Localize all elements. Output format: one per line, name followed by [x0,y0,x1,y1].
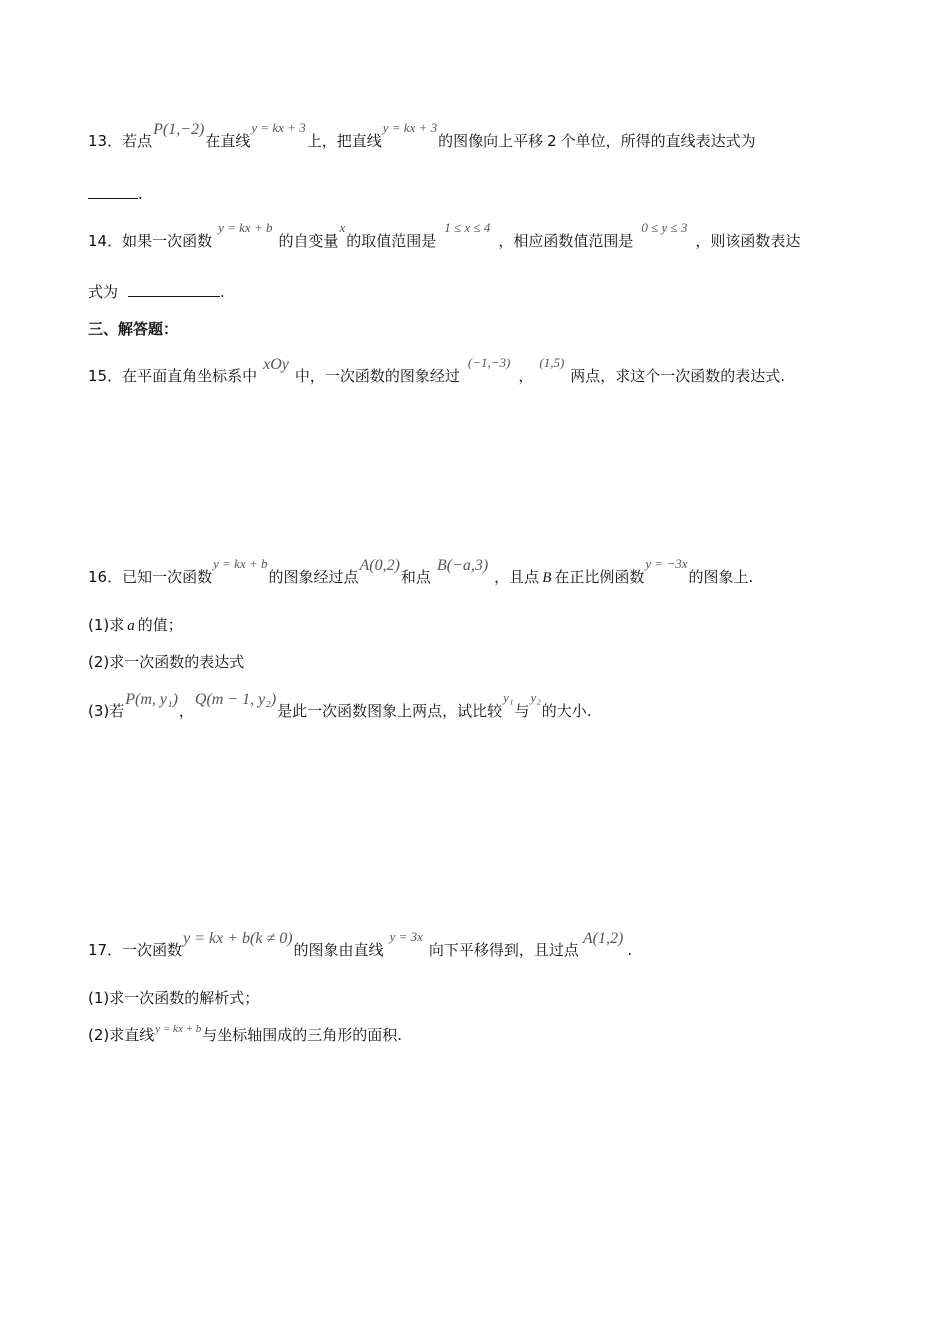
q15-text: 中，一次函数的图象经过 [294,367,460,385]
q13-shift-amount: 2 [547,132,557,150]
q16-text: 和点 [400,568,431,586]
q17-line-1 [88,929,633,962]
q16-part-1-text: 的值； [137,616,183,634]
q14-math-variable: x [339,220,346,235]
q13-math-line: y = kx + 3 [251,120,306,135]
q17-text: 向下平移得到，且过点 [428,941,579,959]
q17-part-1: (1)求一次函数的解析式； [88,989,260,1007]
q16-math-point-b: B(−a,3) [436,557,489,574]
q16-math-point-p: P(m, y₁) [125,691,178,708]
q16-math-point-q: Q(m − 1, y₂) [194,691,277,708]
q14-math-domain: 1 ≤ x ≤ 4 [444,220,491,235]
q13-text: 的图像向上平移 [438,132,544,150]
q15-text: 两点，求这个一次函数的表达式. [570,367,786,385]
q16-part-3-text: 的大小. [541,702,592,720]
q17-text: 的图象由直线 [293,941,384,959]
q13-text: 若点 [122,132,153,150]
q16-part-2: (2)求一次函数的表达式 [88,653,245,671]
q13-number: 13． [88,132,123,150]
q16-text: 已知一次函数 [122,568,213,586]
q14-text: 式为 [88,283,119,301]
q16-part-1-text: (1)求 [88,616,125,634]
q17-part-2-text: 与坐标轴围成的三角形的面积. [202,1026,403,1044]
q13-math-point: P(1,−2) [153,121,205,138]
q14-line-1 [88,220,801,253]
q14-text: ，则该函数表达 [695,232,801,250]
q14-text: 的自变量 [278,232,339,250]
q15-line [88,355,786,388]
answer-blank[interactable] [88,184,138,199]
q13-line-2 [88,183,143,205]
q16-point-b-label: B [542,570,552,586]
q16-math-point-a: A(0,2) [359,557,400,574]
q14-period: . [220,283,225,301]
answer-blank[interactable] [128,282,220,297]
q16-math-proportional: y = −3x [645,556,688,571]
q15-math-point-1: (−1,−3) [467,355,511,370]
q16-math-function: y = kx + b [213,556,268,571]
q16-number: 16． [88,568,123,586]
q16-text: 的图象经过点 [268,568,359,586]
q17-text: 一次函数 [122,941,183,959]
q15-math-point-2: (1,5) [539,355,565,370]
q14-text: 如果一次函数 [122,232,213,250]
q16-line-1 [88,556,754,589]
q16-part-3-text: ， [178,702,194,720]
q16-variable-a: a [127,618,135,634]
q16-part-3-text: 与 [514,702,530,720]
q14-line-2 [88,281,225,303]
q17-number: 17． [88,941,123,959]
q16-math-y1: y₁ [503,690,514,705]
q13-text: 上，把直线 [306,132,382,150]
q15-math-plane: xOy [263,356,289,373]
q16-part-1 [88,614,183,637]
q15-text: ， [518,367,534,385]
q17-part-2-text: (2)求直线 [88,1026,155,1044]
q13-line-1 [88,120,756,153]
q13-math-line: y = kx + 3 [382,120,438,135]
q17-math-function: y = kx + b(k ≠ 0) [183,930,293,947]
q16-part-3-text: (3)若 [88,702,125,720]
q16-text: 的图象上. [688,568,754,586]
q16-text: 在正比例函数 [554,568,645,586]
q15-number: 15． [88,367,123,385]
q14-math-range: 0 ≤ y ≤ 3 [641,220,688,235]
q15-text: 在平面直角坐标系中 [122,367,258,385]
q14-text: 的取值范围是 [346,232,437,250]
q16-part-3 [88,690,592,723]
q14-math-function: y = kx + b [218,220,273,235]
q17-math-point: A(1,2) [582,930,624,947]
section-heading: 三、解答题： [88,320,179,338]
q16-part-3-text: 是此一次函数图象上两点，试比较 [277,702,503,720]
q17-math-line: y = 3x [389,929,423,944]
q13-text: 在直线 [205,132,251,150]
q16-math-y2: y₂ [530,690,541,705]
q13-period: . [138,185,143,203]
q17-math-line: y = kx + b [155,1023,202,1035]
q17-part-2 [88,1024,402,1048]
q13-text: 个单位，所得的直线表达式为 [560,132,756,150]
q16-text: ，且点 [494,568,540,586]
q14-text: ，相应函数值范围是 [498,232,634,250]
q17-period: . [627,941,633,959]
q14-number: 14． [88,232,123,250]
